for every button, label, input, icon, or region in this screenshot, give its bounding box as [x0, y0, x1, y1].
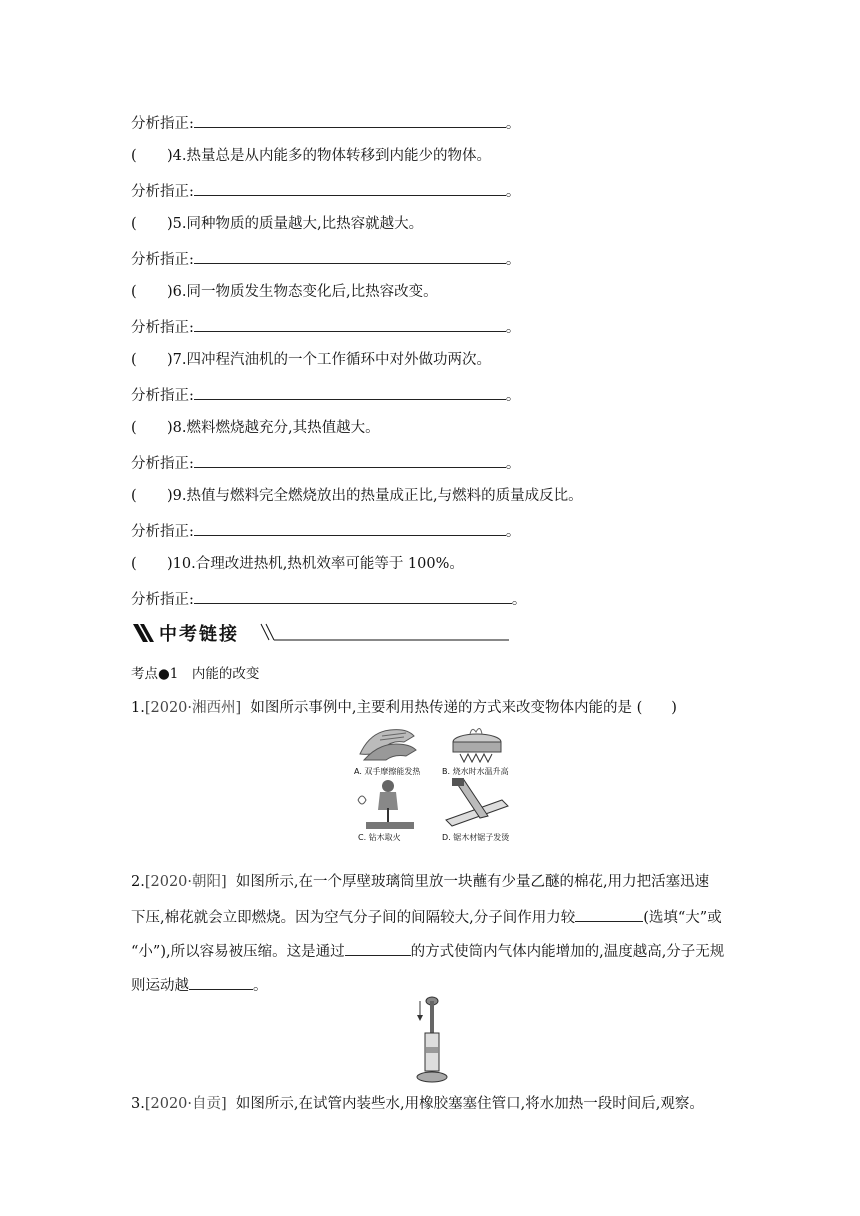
- rubbing-hands-image: [352, 722, 422, 764]
- question-3: 3.[2020·自贡] 如图所示,在试管内装些水,用橡胶塞塞住管口,将水加热一段时间后,观察。: [131, 1096, 704, 1112]
- compression-cylinder-image: [412, 995, 452, 1085]
- section-title: 中考链接: [159, 624, 239, 645]
- question-2-line-4: 则运动越 。: [131, 974, 268, 996]
- q1-figure: [350, 722, 520, 842]
- question-5: ( )5.同种物质的质量越大,比热容就越大。: [131, 216, 424, 232]
- option-c-caption: C. 钻木取火: [358, 833, 401, 842]
- question-4: ( )4.热量总是从内能多的物体转移到内能少的物体。: [131, 148, 491, 164]
- question-2-line-3: “小”),所以容易被压缩。这是通过 的方式使筒内气体内能增加的,温度越高,分子无规: [131, 940, 724, 962]
- question-8: ( )8.燃料燃烧越充分,其热值越大。: [131, 420, 380, 436]
- question-9: ( )9.热值与燃料完全燃烧放出的热量成正比,与燃料的质量成反比。: [131, 488, 583, 504]
- analysis-line: 分析指正: 。: [131, 588, 526, 610]
- answer-blank[interactable]: [194, 452, 506, 468]
- boiling-water-image: [442, 722, 512, 764]
- answer-blank[interactable]: [194, 520, 506, 536]
- topic-label: 考点●1 内能的改变: [131, 666, 260, 682]
- answer-blank[interactable]: [194, 180, 506, 196]
- analysis-line: 分析指正: 。: [131, 112, 520, 134]
- analysis-line: 分析指正: 。: [131, 180, 520, 202]
- analysis-line: 分析指正: 。: [131, 384, 520, 406]
- sawing-wood-image: [442, 778, 512, 830]
- answer-blank[interactable]: [194, 248, 506, 264]
- answer-blank[interactable]: [194, 384, 506, 400]
- question-10: ( )10.合理改进热机,热机效率可能等于 100%。: [131, 556, 464, 572]
- option-a-caption: A. 双手摩擦能发热: [354, 767, 421, 776]
- drilling-wood-image: [352, 778, 422, 830]
- answer-blank[interactable]: [194, 588, 512, 604]
- answer-blank[interactable]: [194, 112, 506, 128]
- option-d-caption: D. 锯木材锯子发烫: [442, 833, 510, 842]
- question-2: 2.[2020·朝阳] 如图所示,在一个厚壁玻璃筒里放一块蘸有少量乙醚的棉花,用力把活塞迅速: [131, 874, 710, 890]
- question-6: ( )6.同一物质发生物态变化后,比热容改变。: [131, 284, 438, 300]
- question-1: 1.[2020·湘西州] 如图所示事例中,主要利用热传递的方式来改变物体内能的是 ( ): [131, 700, 677, 716]
- analysis-line: 分析指正: 。: [131, 520, 520, 542]
- analysis-line: 分析指正: 。: [131, 248, 520, 270]
- answer-blank[interactable]: [194, 316, 506, 332]
- answer-blank[interactable]: [189, 974, 253, 990]
- section-header: [131, 620, 511, 646]
- question-2-line-2: 下压,棉花就会立即燃烧。因为空气分子间的间隔较大,分子间作用力较 (选填“大”或: [131, 906, 722, 928]
- analysis-line: 分析指正: 。: [131, 316, 520, 338]
- answer-blank[interactable]: [345, 940, 411, 956]
- analysis-line: 分析指正: 。: [131, 452, 520, 474]
- question-7: ( )7.四冲程汽油机的一个工作循环中对外做功两次。: [131, 352, 491, 368]
- answer-blank[interactable]: [575, 906, 643, 922]
- option-b-caption: B. 烧水时水温升高: [442, 767, 509, 776]
